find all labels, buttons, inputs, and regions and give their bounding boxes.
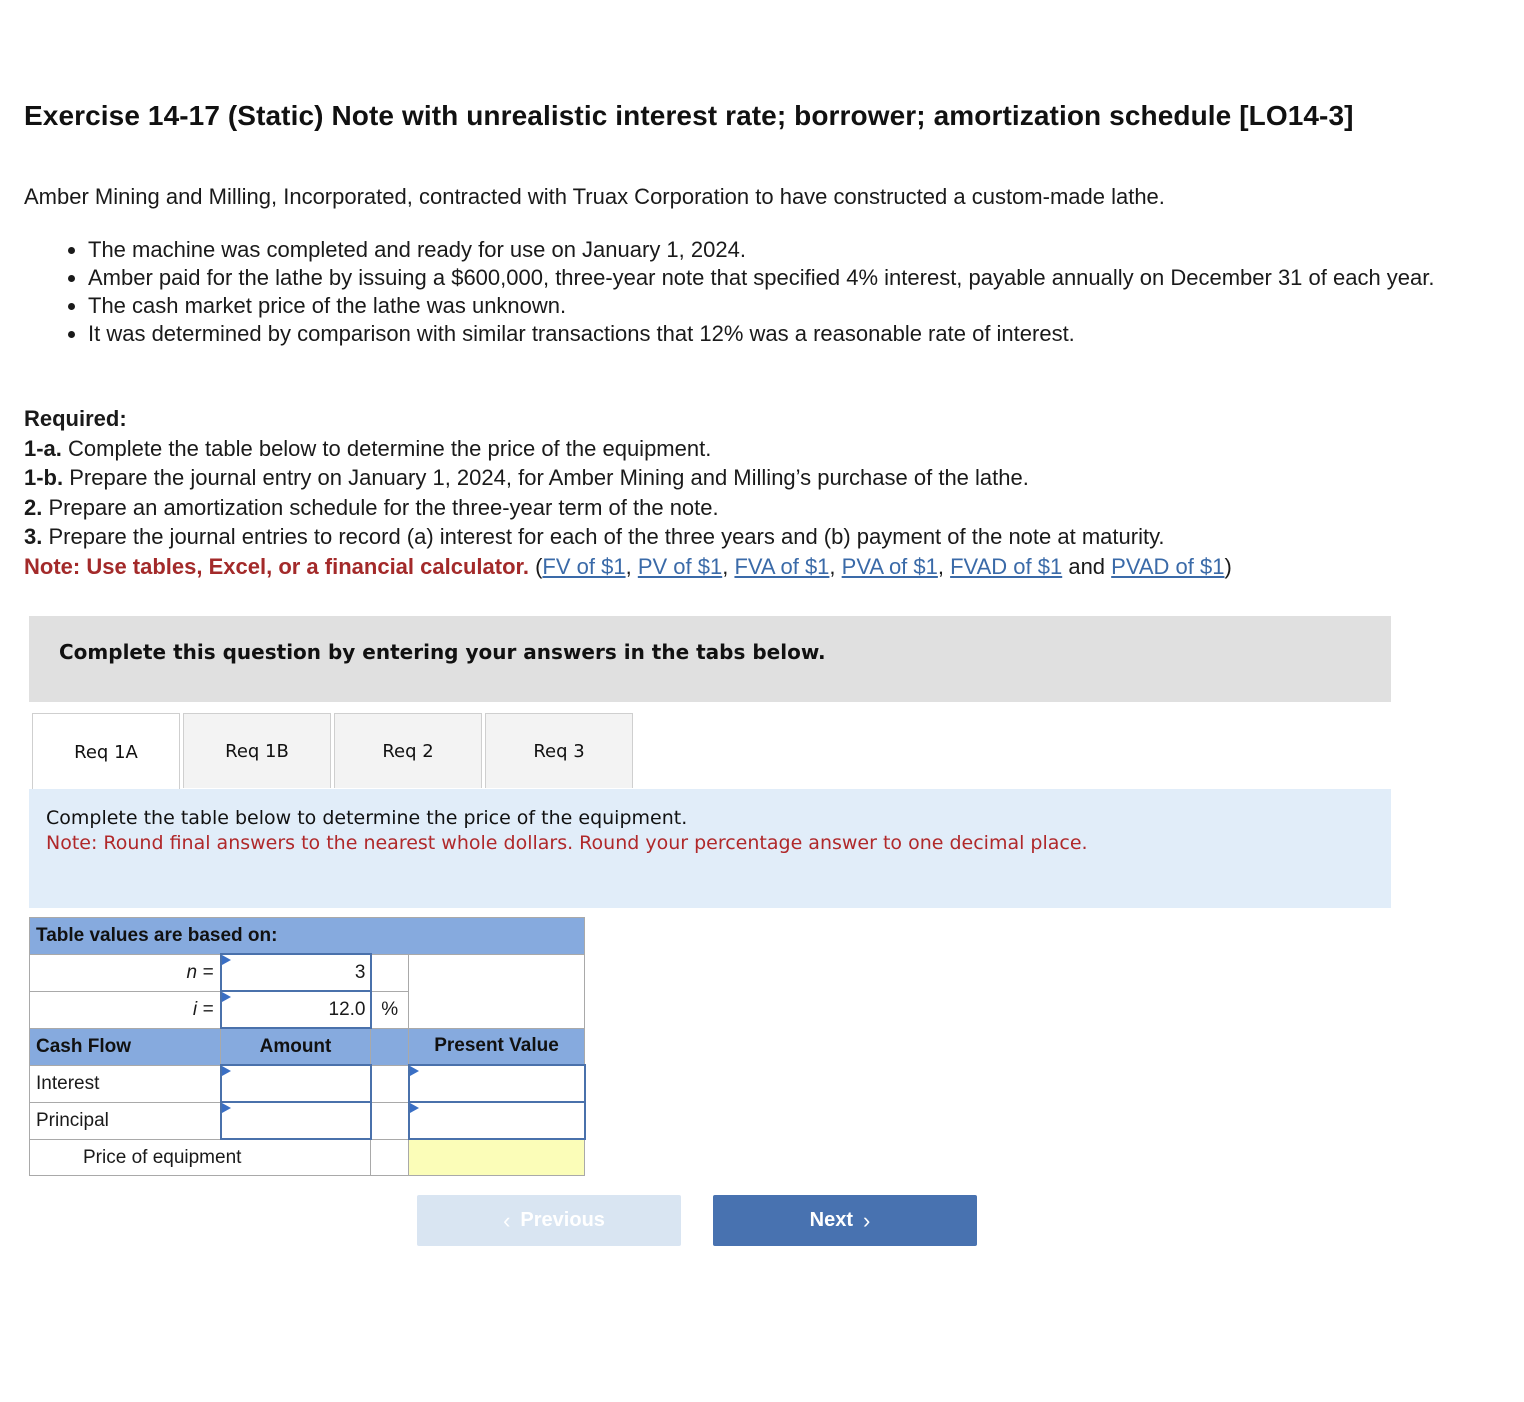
interest-amount-input[interactable] <box>221 1065 371 1102</box>
required-heading: Required: <box>24 406 127 431</box>
i-label: i = <box>30 991 221 1028</box>
input-marker-icon <box>222 955 231 965</box>
col-cash-flow: Cash Flow <box>30 1028 221 1065</box>
link-pv[interactable]: PV of $1 <box>637 553 723 579</box>
banner-text: Complete this question by entering your answers in the tabs below. <box>59 640 826 664</box>
table-header: Table values are based on: <box>30 918 585 955</box>
instruction-banner <box>29 616 1391 702</box>
instruction-line: Complete the table below to determine the price of the equipment. <box>46 807 688 829</box>
tab-req-3[interactable]: Req 3 <box>485 713 633 788</box>
requirement-label: 2. <box>24 494 43 520</box>
requirement-2 <box>24 493 1504 523</box>
tab-req-1b[interactable]: Req 1B <box>183 713 331 788</box>
blank-cell <box>409 954 585 1028</box>
n-input[interactable] <box>221 954 371 991</box>
list-item: • The machine was completed and ready for use on January 1, 2024. <box>88 236 1524 264</box>
n-blank <box>371 954 409 991</box>
principal-pv-input[interactable] <box>409 1102 585 1139</box>
requirement-label: 1-a. <box>24 435 62 461</box>
i-input[interactable] <box>221 991 371 1028</box>
blank-cell <box>371 1139 409 1176</box>
rounding-note: Note: Round final answers to the nearest whole dollars. Round your percentage answer to one decimal place. <box>46 832 1088 854</box>
n-value: 3 <box>354 961 366 983</box>
principal-amount-input[interactable] <box>221 1102 371 1139</box>
tab-req-2[interactable]: Req 2 <box>334 713 482 788</box>
price-total-cell <box>409 1139 585 1176</box>
row-price-label: Price of equipment <box>30 1139 371 1176</box>
input-marker-icon <box>410 1066 419 1076</box>
link-fva[interactable]: FVA of $1 <box>734 553 830 579</box>
note-line: Note: Use tables, Excel, or a financial calculator. (FV of $1, PV of $1, FVA of $1, PVA of $1, FVAD of $1 and PVAD of $1) <box>24 553 1232 579</box>
requirement-text: Prepare the journal entry on January 1, 2024, for Amber Mining and Milling’s purchase of the lathe. <box>69 465 1029 490</box>
requirement-text: Prepare an amortization schedule for the three-year term of the note. <box>48 494 719 520</box>
col-present-value: Present Value <box>409 1028 585 1065</box>
pv-table <box>29 917 586 1176</box>
input-marker-icon <box>410 1103 419 1113</box>
list-item: • Amber paid for the lathe by issuing a $600,000, three-year note that specified 4% interest, payable annually on December 31 of each year. <box>88 264 1524 292</box>
previous-label: Previous <box>520 1209 605 1231</box>
page-title: Exercise 14-17 (Static) Note with unrealistic interest rate; borrower; amortization schedule [LO14-3] <box>24 100 1354 131</box>
next-label: Next <box>809 1209 854 1231</box>
requirement-text: Complete the table below to determine the price of the equipment. <box>68 435 712 461</box>
n-label: n = <box>30 954 221 991</box>
row-interest-label: Interest <box>30 1065 221 1102</box>
requirement-1a <box>24 434 1504 464</box>
and-text: and <box>1068 553 1106 579</box>
col-amount: Amount <box>221 1028 371 1065</box>
blank-cell <box>371 1102 409 1139</box>
row-principal-label: Principal <box>30 1102 221 1139</box>
link-pva[interactable]: PVA of $1 <box>841 553 938 579</box>
col-blank <box>371 1028 409 1065</box>
next-button[interactable] <box>713 1195 977 1246</box>
i-value: 12.0 <box>328 998 366 1020</box>
chevron-right-icon: › <box>863 1207 871 1233</box>
intro-text: Amber Mining and Milling, Incorporated, contracted with Truax Corporation to have constructed a custom-made lathe. <box>24 184 1165 209</box>
tab-req-1a[interactable]: Req 1A <box>32 713 180 790</box>
list-item: • The cash market price of the lathe was unknown. <box>88 292 1524 320</box>
blank-cell <box>371 1065 409 1102</box>
link-fvad[interactable]: FVAD of $1 <box>950 553 1063 579</box>
list-item: • It was determined by comparison with similar transactions that 12% was a reasonable rate of interest. <box>88 320 1524 348</box>
requirements <box>24 404 1504 581</box>
input-marker-icon <box>222 992 231 1002</box>
requirement-1b <box>24 463 1504 493</box>
chevron-left-icon: ‹ <box>503 1207 511 1233</box>
interest-pv-input[interactable] <box>409 1065 585 1102</box>
previous-button[interactable] <box>417 1195 681 1246</box>
input-marker-icon <box>222 1066 231 1076</box>
facts-list <box>24 236 1524 348</box>
input-marker-icon <box>222 1103 231 1113</box>
tab-bar <box>32 713 1391 790</box>
requirement-text: Prepare the journal entries to record (a) interest for each of the three years and (b) payment of the note at maturity. <box>48 524 1165 549</box>
link-pvad[interactable]: PVAD of $1 <box>1111 553 1225 579</box>
tab-instructions <box>29 789 1391 908</box>
requirement-label: 1-b. <box>24 465 64 490</box>
note-text: Note: Use tables, Excel, or a financial calculator. <box>24 553 529 579</box>
requirement-3 <box>24 522 1504 552</box>
link-fv[interactable]: FV of $1 <box>542 553 626 579</box>
percent-sign: % <box>371 991 409 1028</box>
requirement-label: 3. <box>24 524 43 549</box>
